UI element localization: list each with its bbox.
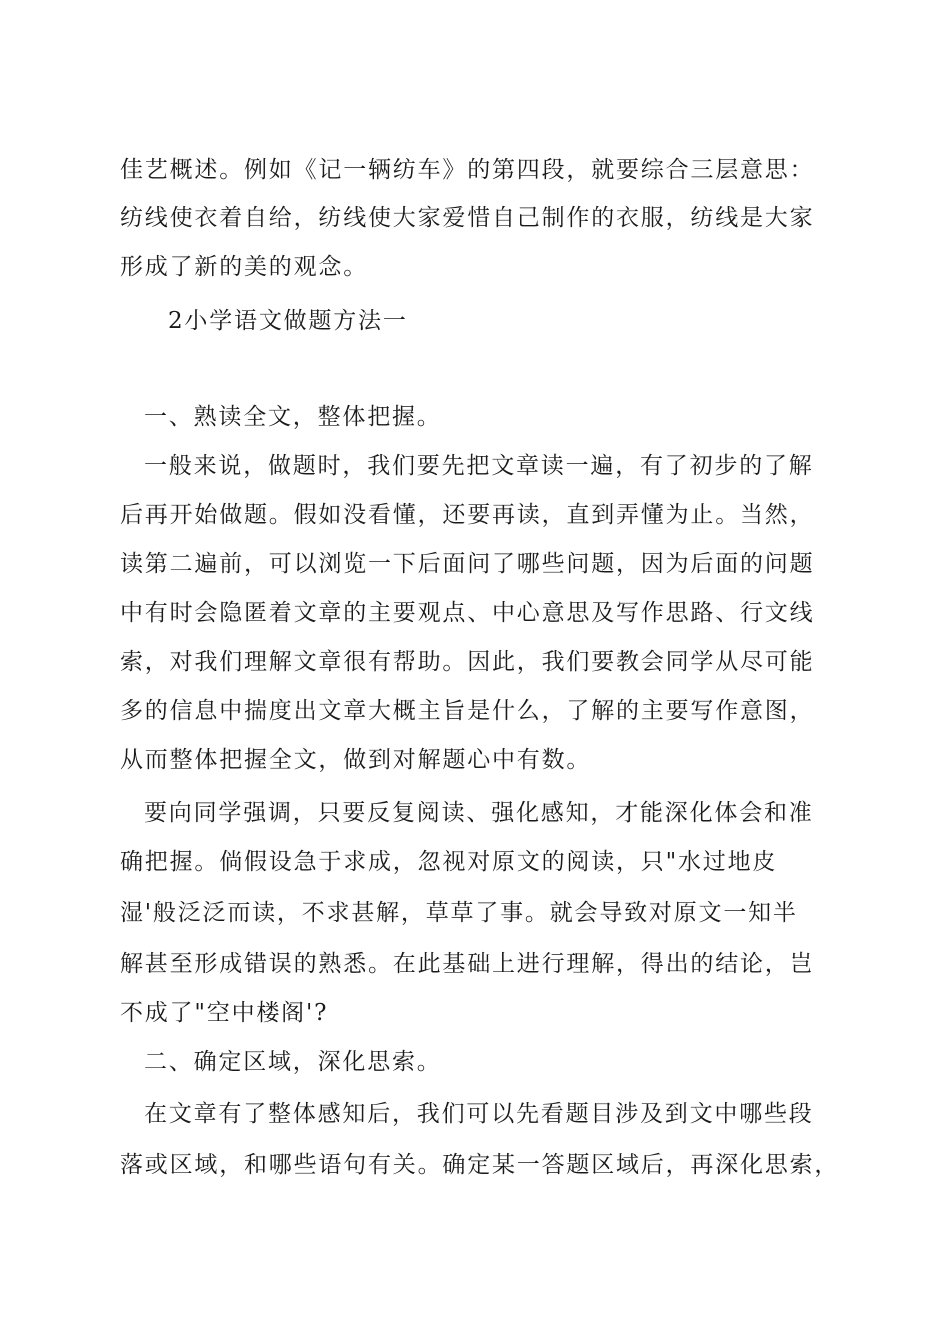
- paragraph-line: 多的信息中揣度出文章大概主旨是什么，了解的主要写作意图，: [120, 698, 815, 724]
- paragraph-line: 后再开始做题。假如没看懂，还要再读，直到弄懂为止。当然，: [120, 502, 815, 528]
- paragraph-line: 纺线使衣着自给，纺线使大家爱惜自己制作的衣服，纺线是大家: [120, 205, 815, 231]
- paragraph-line: 从而整体把握全文，做到对解题心中有数。: [120, 747, 592, 773]
- subsection-heading: 二、确定区域，深化思索。: [144, 1049, 442, 1075]
- paragraph-line: 形成了新的美的观念。: [120, 254, 368, 280]
- paragraph-line: 确把握。倘假设急于求成，忽视对原文的阅读，只"水过地皮: [120, 849, 778, 875]
- paragraph-line: 解甚至形成错误的熟悉。在此基础上进行理解，得出的结论，岂: [120, 951, 815, 977]
- paragraph-line: 索，对我们理解文章很有帮助。因此，我们要教会同学从尽可能: [120, 649, 815, 675]
- paragraph-line: 落或区域，和哪些语句有关。确定某一答题区域后，再深化思索，: [120, 1152, 840, 1178]
- paragraph-line: 不成了"空中楼阁'?: [120, 1000, 329, 1026]
- paragraph-line: 要向同学强调，只要反复阅读、强化感知，才能深化体会和准: [144, 800, 814, 826]
- paragraph-line: 一般来说，做题时，我们要先把文章读一遍，有了初步的了解: [144, 453, 814, 479]
- paragraph-line: 中有时会隐匿着文章的主要观点、中心意思及写作思路、行文线: [120, 600, 815, 626]
- paragraph-line: 湿'般泛泛而读，不求甚解，草草了事。就会导致对原文一知半: [120, 900, 798, 926]
- subsection-heading: 一、熟读全文，整体把握。: [144, 404, 442, 430]
- paragraph-line: 在文章有了整体感知后，我们可以先看题目涉及到文中哪些段: [144, 1101, 814, 1127]
- section-heading: 2小学语文做题方法一: [168, 308, 408, 334]
- paragraph-line: 读第二遍前，可以浏览一下后面问了哪些问题，因为后面的问题: [120, 551, 815, 577]
- paragraph-line: 佳艺概述。例如《记一辆纺车》的第四段，就要综合三层意思：: [120, 157, 815, 183]
